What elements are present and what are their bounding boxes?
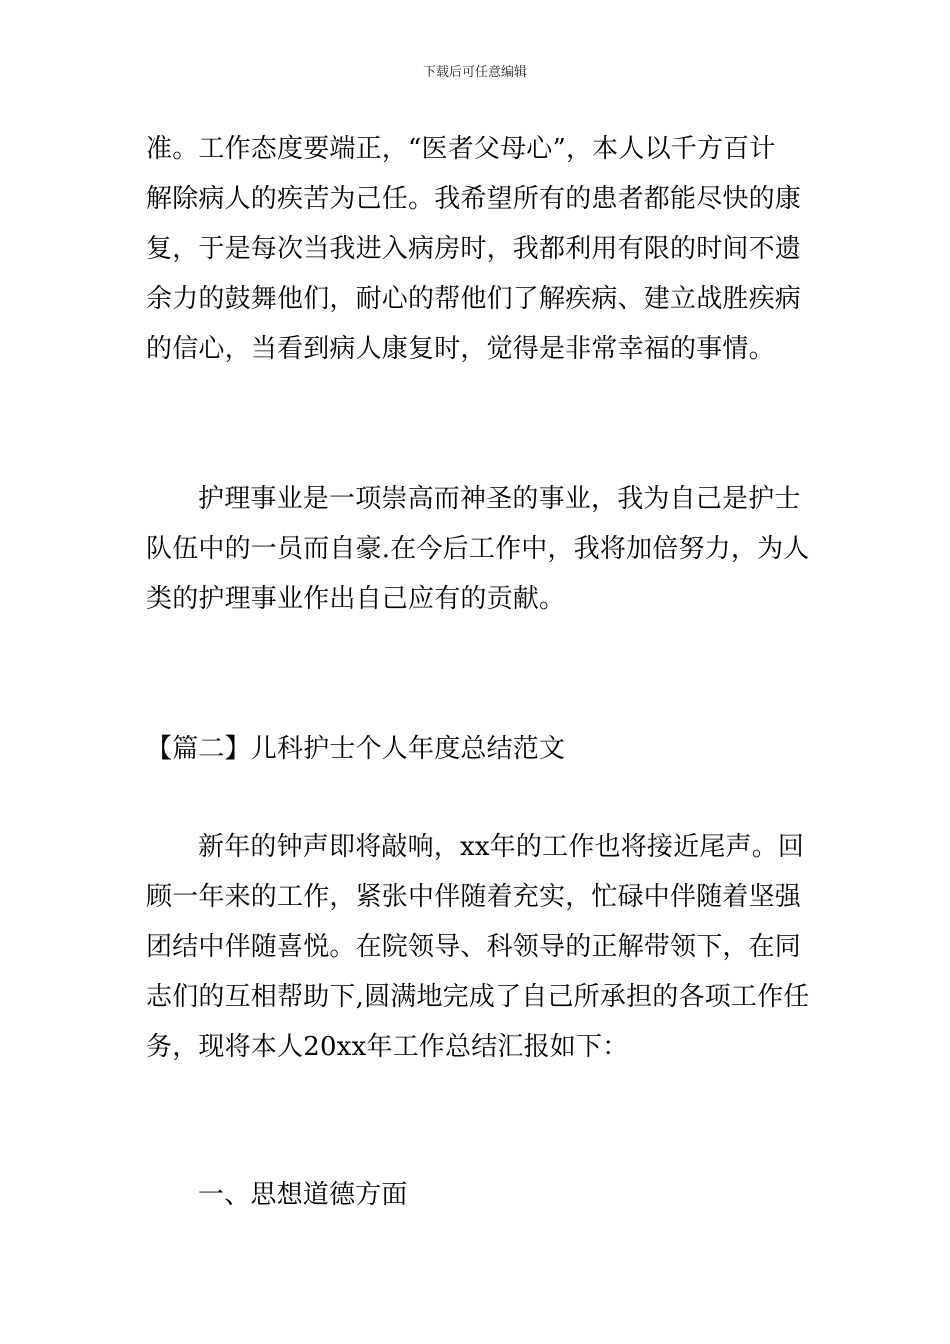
paragraph-line: 队伍中的一员而自豪.在今后工作中，我将加倍努力，为人 xyxy=(146,534,810,564)
paragraph-line: 准。工作态度要端正，“医者父母心”，本人以千方百计 xyxy=(146,134,776,164)
paragraph-line: 团结中伴随喜悦。在院领导、科领导的正解带领下，在同 xyxy=(146,932,802,962)
paragraph-line: 志们的互相帮助下,圆满地完成了自己所承担的各项工作任 xyxy=(146,982,810,1012)
paragraph-line: 务，现将本人20xx年工作总结汇报如下： xyxy=(146,1032,629,1062)
paragraph-line: 余力的鼓舞他们，耐心的帮他们了解疾病、建立战胜疾病 xyxy=(146,284,802,314)
paragraph-line: 新年的钟声即将敲响，xx年的工作也将接近尾声。回 xyxy=(198,832,805,862)
paragraph-line: 顾一年来的工作，紧张中伴随着充实，忙碌中伴随着坚强 xyxy=(146,882,802,912)
section-title: 【篇二】儿科护士个人年度总结范文 xyxy=(146,734,566,764)
page-header: 下载后可任意编辑 xyxy=(422,65,527,80)
paragraph-line: 复，于是每次当我进入病房时，我都利用有限的时间不遗 xyxy=(146,234,802,264)
paragraph-line: 护理事业是一项崇高而神圣的事业，我为自己是护士 xyxy=(198,484,801,514)
paragraph-line: 类的护理事业作出自己应有的贡献。 xyxy=(146,584,566,614)
subheading: 一、思想道德方面 xyxy=(198,1180,408,1210)
paragraph-line: 的信心，当看到病人康复时，觉得是非常幸福的事情。 xyxy=(146,334,775,364)
paragraph-line: 解除病人的疾苦为己任。我希望所有的患者都能尽快的康 xyxy=(146,184,802,214)
